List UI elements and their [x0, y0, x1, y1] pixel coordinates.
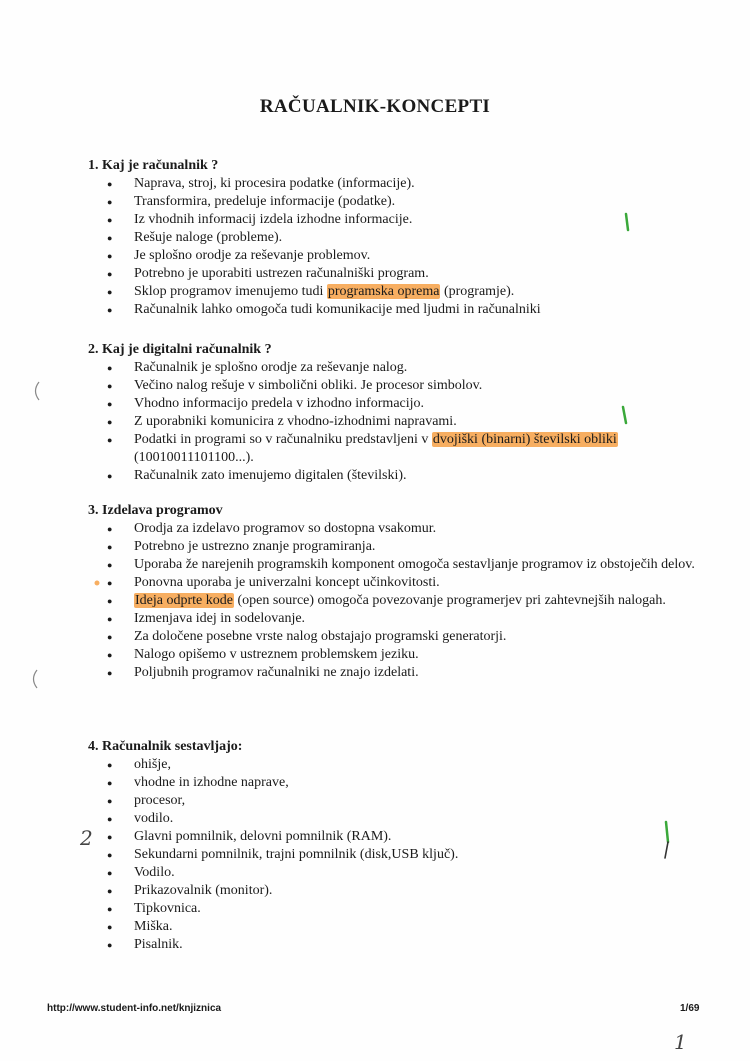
section-heading: 2. Kaj je digitalni računalnik ? — [88, 342, 272, 357]
list-item: ● Naprava, stroj, ki procesira podatke (informacije). — [134, 175, 708, 193]
item-text: Podatki in programi so v računalniku predstavljeni v — [134, 432, 432, 447]
list-item: ● Vodilo. — [134, 864, 708, 882]
list-item: ● Z uporabniki komunicira z vhodno-izhodnimi napravami. — [134, 413, 708, 431]
highlighted-term: Ideja odprte kode — [135, 593, 233, 608]
list-item — [134, 431, 708, 467]
list-item: ● procesor, — [134, 792, 708, 810]
orange-dot-mark-icon — [92, 578, 102, 588]
list-item: ● Orodja za izdelavo programov so dostopna vsakomur. — [134, 520, 708, 538]
green-tick-mark-icon — [620, 212, 634, 234]
section-digitalni-racunalnik — [88, 341, 708, 485]
list-item: ● Izmenjava idej in sodelovanje. — [134, 610, 708, 628]
footer-page-number: 1/69 — [680, 1003, 700, 1014]
list-item: ● Poljubnih programov računalniki ne znajo izdelati. — [134, 664, 708, 682]
bullet-list — [88, 520, 708, 682]
list-item: ● Je splošno orodje za reševanje problemov. — [134, 247, 708, 265]
list-item: ● Potrebno je ustrezno znanje programiranja. — [134, 538, 708, 556]
list-item: ● Pisalnik. — [134, 936, 708, 954]
list-item: ● ohišje, — [134, 756, 708, 774]
section-heading: 4. Računalnik sestavljajo: — [88, 739, 243, 754]
item-text: (open source) omogoča povezovanje programerjev pri zahtevnejših nalogah. — [233, 593, 666, 608]
list-item: ● vodilo. — [134, 810, 708, 828]
list-item: ● Rešuje naloge (probleme). — [134, 229, 708, 247]
list-item: ● Prikazovalnik (monitor). — [134, 882, 708, 900]
margin-bracket-icon — [30, 380, 42, 402]
list-item: ● Miška. — [134, 918, 708, 936]
list-item: ● Za določene posebne vrste nalog obstajajo programski generatorji. — [134, 628, 708, 646]
bullet-list — [88, 359, 708, 485]
list-item: ● Iz vhodnih informacij izdela izhodne informacije. — [134, 211, 708, 229]
section-heading: 3. Izdelava programov — [88, 503, 223, 518]
handwritten-page-number: 1 — [674, 1030, 687, 1054]
margin-bracket-icon — [28, 668, 40, 690]
item-text: (10010011101100...). — [134, 450, 254, 465]
item-text: Sklop programov imenujemo tudi — [134, 284, 327, 299]
list-item: ● Vhodno informacijo predela v izhodno informacijo. — [134, 395, 708, 413]
list-item: ● Uporaba že narejenih programskih komponent omogoča sestavljanje programov iz obstoječih delov. — [134, 556, 708, 574]
highlighted-term: dvojiški (binarni) številski obliki — [432, 432, 617, 447]
list-item: ● Tipkovnica. — [134, 900, 708, 918]
list-item — [134, 592, 708, 610]
section-kaj-je-racunalnik — [88, 157, 708, 319]
section-racunalnik-sestavljajo — [88, 738, 708, 954]
footer-url: http://www.student-info.net/knjiznica — [47, 1003, 222, 1014]
highlighted-term: programska oprema — [327, 284, 440, 299]
list-item: ● Računalnik je splošno orodje za reševanje nalog. — [134, 359, 708, 377]
list-item: ● Sekundarni pomnilnik, trajni pomnilnik (disk,USB ključ). — [134, 846, 708, 864]
list-item: ● Potrebno je uporabiti ustrezen računalniški program. — [134, 265, 708, 283]
list-item — [134, 283, 708, 301]
list-item: ● Ponovna uporaba je univerzalni koncept učinkovitosti. — [134, 574, 708, 592]
handwritten-margin-note: 2 — [80, 826, 93, 850]
bullet-list — [88, 756, 708, 954]
list-item: ● Računalnik zato imenujemo digitalen (številski). — [134, 467, 708, 485]
section-izdelava-programov — [88, 502, 708, 682]
list-item: ● Večino nalog rešuje v simbolični obliki. Je procesor simbolov. — [134, 377, 708, 395]
green-tick-mark-icon — [618, 405, 632, 427]
list-item: ● Nalogo opišemo v ustreznem problemskem jeziku. — [134, 646, 708, 664]
list-item: ● Glavni pomnilnik, delovni pomnilnik (RAM). — [134, 828, 708, 846]
list-item: ● vhodne in izhodne naprave, — [134, 774, 708, 792]
bullet-list — [88, 175, 708, 319]
list-item: ● Transformira, predeluje informacije (podatke). — [134, 193, 708, 211]
page-title: RAČUALNIK-KONCEPTI — [259, 96, 491, 117]
item-text: (programje). — [440, 284, 515, 299]
list-item: ● Računalnik lahko omogoča tudi komunikacije med ljudmi in računalniki — [134, 301, 708, 319]
section-heading: 1. Kaj je računalnik ? — [88, 158, 219, 173]
pen-tick-mark-icon — [660, 840, 674, 862]
